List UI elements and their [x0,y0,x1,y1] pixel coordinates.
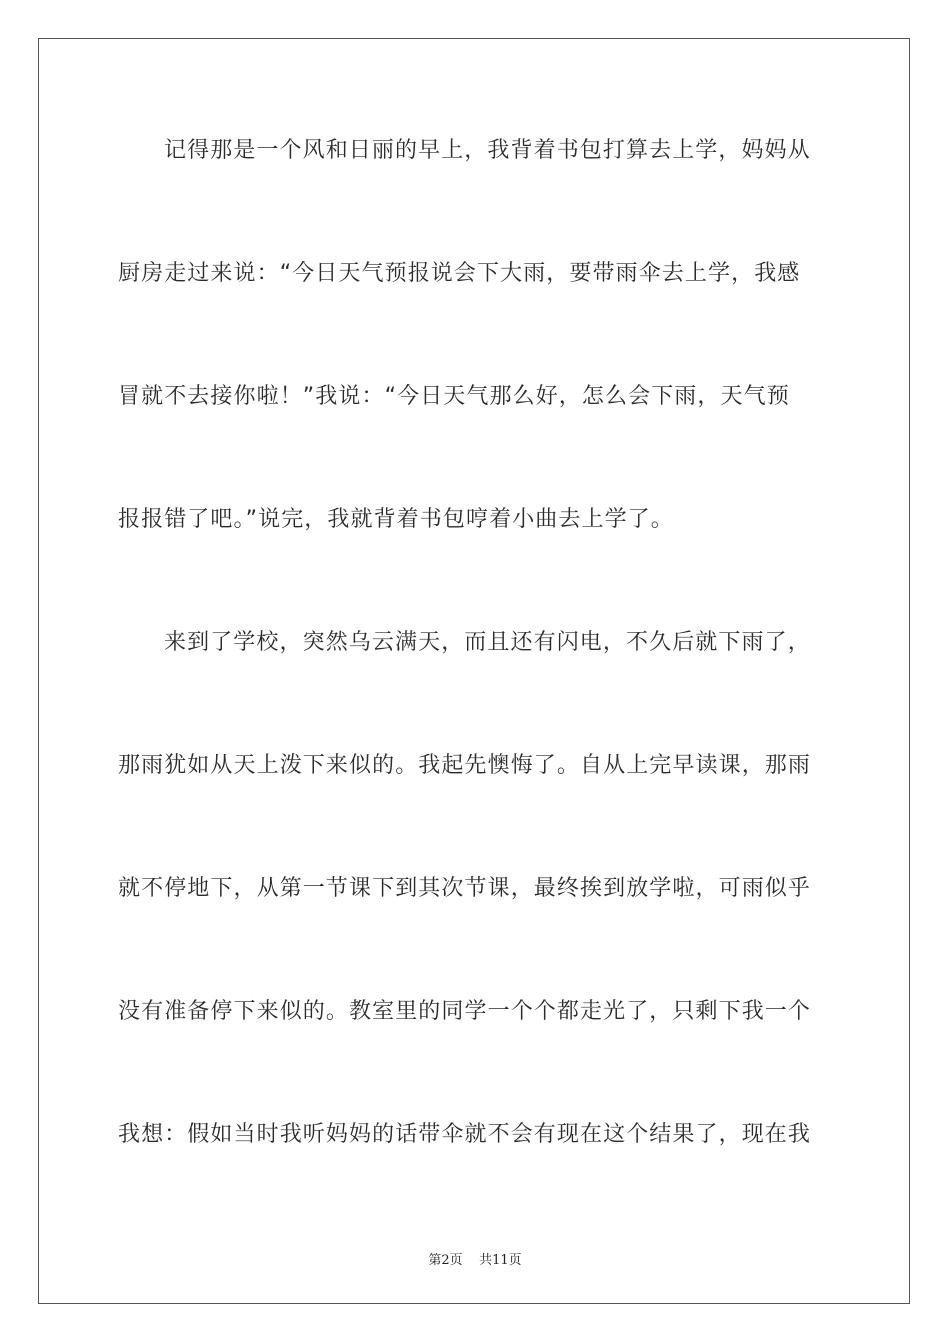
paragraph-1-line-4: 报报错了吧。”说完，我就背着书包哼着小曲去上学了。 [118,507,674,532]
page-number: 第2页 [428,1253,463,1268]
page-footer [0,1249,950,1268]
paragraph-2-line-4: 没有准备停下来似的。教室里的同学一个个都走光了，只剩下我一个 [118,999,812,1024]
paragraph-2-line-3: 就不停地下，从第一节课下到其次节课，最终挨到放学啦，可雨似乎 [118,876,812,901]
page-border [38,38,910,1304]
paragraph-2-line-1: 来到了学校，突然乌云满天，而且还有闪电，不久后就下雨了， [164,630,811,655]
paragraph-1-line-3: 冒就不去接你啦！”我说：“今日天气那么好，怎么会下雨，天气预 [118,384,790,409]
paragraph-1-line-1: 记得那是一个风和日丽的早上，我背着书包打算去上学，妈妈从 [164,138,811,163]
paragraph-2-line-5: 我想：假如当时我听妈妈的话带伞就不会有现在这个结果了，现在我 [118,1122,812,1147]
page-total: 共11页 [479,1253,522,1268]
paragraph-2-line-2: 那雨犹如从天上泼下来似的。我起先懊悔了。自从上完早读课，那雨 [118,753,812,778]
paragraph-1-line-2: 厨房走过来说：“今日天气预报说会下大雨，要带雨伞去上学，我感 [118,261,801,286]
